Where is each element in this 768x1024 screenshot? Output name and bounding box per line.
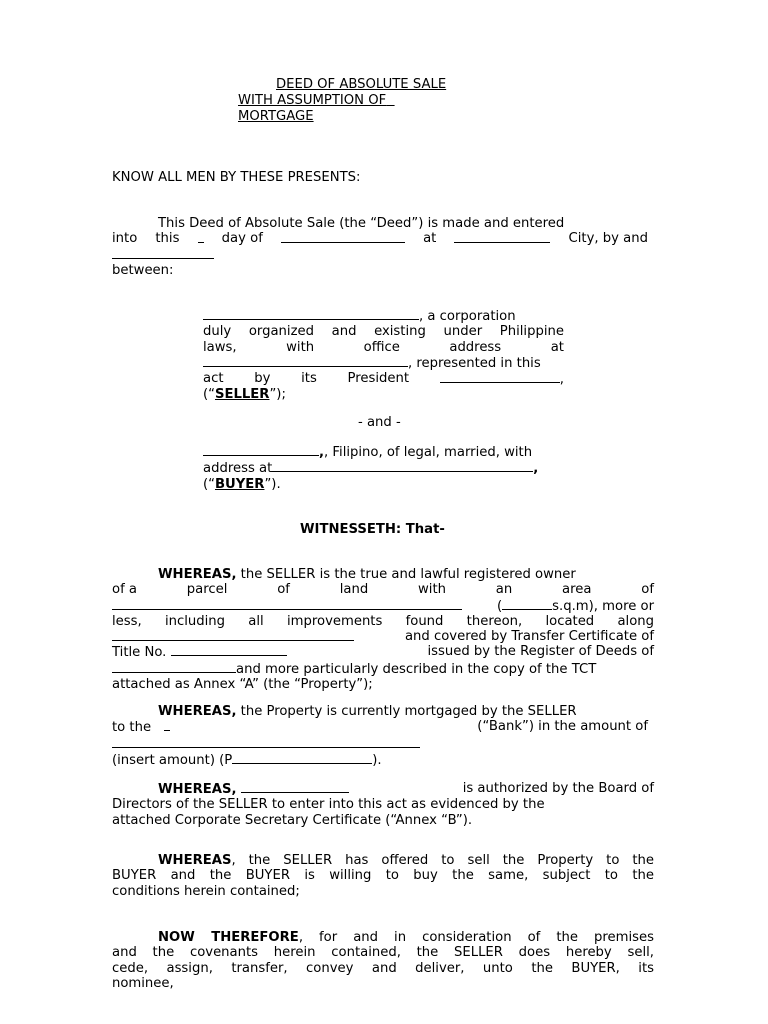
authorized-person-blank [241,781,349,793]
buyer-name-blank [203,444,319,456]
whereas-4-paragraph [112,853,654,899]
day-blank [198,231,204,243]
buyer-line-3: (“BUYER”). [203,476,281,492]
city-blank [454,231,550,243]
seller-line-3: laws, with office address at [203,339,564,355]
whereas-4-line-3: conditions herein contained; [112,883,300,899]
buyer-line-1: ,, Filipino, of legal, married, with [203,444,564,460]
title-line-2: WITH ASSUMPTION OF [238,93,387,108]
now-therefore-line-2: and the covenants herein contained, the SELLER does hereby sell, [112,945,654,961]
seller-label: SELLER [214,387,270,403]
whereas-2-line-4: (insert amount) (P ). [112,752,382,768]
location-blank [112,598,462,610]
buyer-label: BUYER [214,476,265,492]
seller-line-6: (“SELLER”); [203,387,286,403]
now-therefore-line-3: cede, assign, transfer, convey and deliver, unto the BUYER, its [112,960,654,976]
now-therefore-paragraph [112,930,654,991]
whereas-1-line-4: less, including all improvements found thereon, located along [112,613,654,629]
title-line-3: MORTGAGE [238,109,314,124]
whereas-1-line-6: Title No. issued by the Register of Deeds of [112,644,654,661]
whereas-2-line-3 [112,736,648,752]
seller-name-blank [203,308,419,320]
street-blank [112,629,354,641]
and-separator: - and - [358,415,401,430]
intro-line-4: between: [112,262,174,278]
whereas-1-line-7: and more particularly described in the copy of the TCT [112,661,654,677]
know-all-heading: KNOW ALL MEN BY THESE PRESENTS: [112,170,361,185]
intro-line-1: This Deed of Absolute Sale (the “Deed”) is made and entered [158,216,565,231]
whereas-2-line-2: to the (“Bank”) in the amount of [112,719,648,736]
amount-figure-blank [232,752,372,764]
whereas-2-line-1: WHEREAS, the Property is currently mortgaged by the SELLER [158,704,577,719]
whereas-1-line-3: ( s.q.m), more or [112,598,654,614]
intro-line-3 [112,247,648,263]
whereas-1-paragraph [112,567,654,692]
title-line-1: DEED OF ABSOLUTE SALE [276,77,447,92]
seller-line-1: , a corporation [203,308,564,324]
whereas-4-line-1: WHEREAS, the SELLER has offered to sell the Property to the [158,853,654,868]
whereas-1-line-5: and covered by Transfer Certificate of [112,629,654,644]
between-blank [112,247,214,259]
buyer-line-2: address at , [203,461,539,477]
witnesseth-heading: WITNESSETH: That- [300,522,445,537]
seller-line-2: duly organized and existing under Philippine [203,324,564,340]
whereas-3-line-3: attached Corporate Secretary Certificate (“Annex “B”). [112,812,473,828]
whereas-3-paragraph [112,781,654,828]
date-blank [281,231,405,243]
bank-blank [164,719,170,731]
amount-words-blank [112,736,420,748]
now-therefore-line-4: nominee, [112,975,174,991]
whereas-1-line-1: WHEREAS, the SELLER is the true and lawful registered owner [158,567,576,582]
area-blank [502,598,552,610]
buyer-block [203,444,564,492]
now-therefore-line-1: NOW THEREFORE, for and in consideration of the premises [158,930,654,945]
whereas-3-line-2: Directors of the SELLER to enter into this act as evidenced by the [112,797,545,813]
president-blank [440,371,560,383]
buyer-address-blank [272,460,533,472]
register-blank [112,661,236,673]
whereas-2-paragraph [112,704,648,768]
whereas-3-line-1: WHEREAS, is authorized by the Board of [158,781,654,797]
intro-line-2: into this day of at City, by and [112,231,648,247]
seller-line-5: act by its President , [203,371,564,388]
seller-line-4: , represented in this [203,355,564,371]
whereas-1-line-2: of a parcel of land with an area of [112,582,654,598]
intro-paragraph [112,216,648,278]
seller-block [203,308,564,403]
whereas-4-line-2: BUYER and the BUYER is willing to buy the same, subject to the [112,868,654,884]
whereas-1-line-8: attached as Annex “A” (the “Property”); [112,677,373,693]
title-no-blank [171,644,287,656]
office-address-blank [203,355,408,367]
